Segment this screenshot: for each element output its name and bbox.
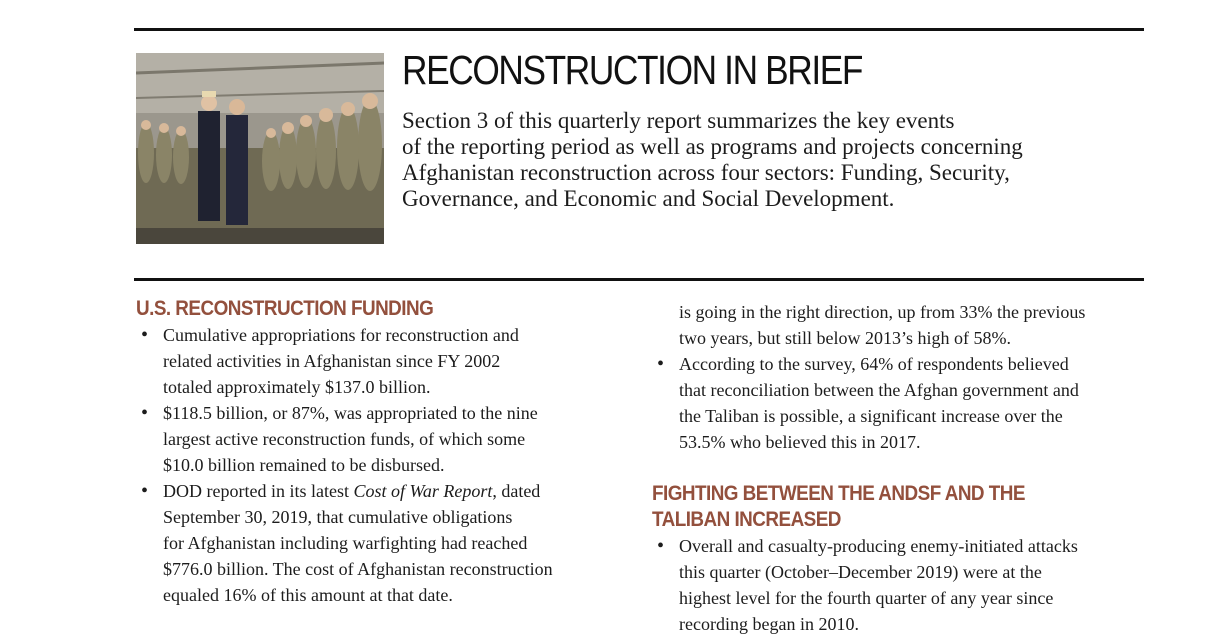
survey-bullets	[652, 351, 1152, 455]
bullet-line: highest level for the fourth quarter of any year since	[679, 588, 1054, 608]
bullet-line: this quarter (October–December 2019) were at the	[679, 562, 1042, 582]
list-item	[136, 478, 626, 608]
text-run: DOD reported in its latest	[163, 481, 354, 501]
list-item	[136, 400, 626, 478]
survey-continuation	[652, 299, 1152, 351]
bullet-line: for Afghanistan including warfighting had reached	[163, 533, 528, 553]
continuation-line: is going in the right direction, up from 33% the previous	[679, 302, 1086, 322]
bullet-line: • Overall and casualty-producing enemy-initiated attacks	[679, 536, 1078, 556]
bullet-line: $776.0 billion. The cost of Afghanistan reconstruction	[163, 559, 553, 579]
bullet-line: that reconciliation between the Afghan government and	[679, 380, 1079, 400]
section-rule	[134, 278, 1144, 281]
spacer	[652, 455, 1152, 481]
bullet-line: totaled approximately $137.0 billion.	[163, 377, 431, 397]
bullet-line: • According to the survey, 64% of respondents believed	[679, 354, 1069, 374]
bullet-line: recording began in 2010.	[679, 614, 859, 634]
continuation-line: two years, but still below 2013’s high of 58%.	[679, 328, 1011, 348]
list-item	[652, 533, 1152, 637]
bullet-line: the Taliban is possible, a significant increase over the	[679, 406, 1063, 426]
funding-heading	[136, 296, 577, 322]
funding-bullets	[136, 322, 626, 608]
bullet-line	[163, 478, 626, 504]
report-photo	[136, 53, 384, 244]
bullet-line: related activities in Afghanistan since FY 2002	[163, 351, 501, 371]
fighting-heading	[652, 481, 1102, 533]
bullet-line: • Cumulative appropriations for reconstruction and	[163, 325, 519, 345]
intro-line: Section 3 of this quarterly report summarizes the key events	[402, 108, 955, 133]
top-rule	[134, 28, 1144, 31]
list-item	[652, 351, 1152, 455]
bullet-line: $10.0 billion remained to be disbursed.	[163, 455, 445, 475]
heading-line: FIGHTING BETWEEN THE ANDSF AND THE	[652, 482, 1025, 505]
page-title: RECONSTRUCTION IN BRIEF	[402, 47, 863, 93]
bullet-line: September 30, 2019, that cumulative obligations	[163, 507, 513, 527]
intro-line: of the reporting period as well as programs and projects concerning	[402, 134, 1023, 159]
bullet-line: • $118.5 billion, or 87%, was appropriated to the nine	[163, 403, 538, 423]
photo-illustration	[136, 53, 384, 244]
funding-heading-text: U.S. RECONSTRUCTION FUNDING	[136, 297, 434, 320]
bullet-line: 53.5% who believed this in 2017.	[679, 432, 921, 452]
intro-line: Afghanistan reconstruction across four sectors: Funding, Security,	[402, 160, 1010, 185]
left-column	[136, 296, 626, 608]
text-run: , dated	[492, 481, 541, 501]
intro-paragraph	[402, 108, 1142, 212]
right-column	[652, 299, 1152, 637]
heading-line: TALIBAN INCREASED	[652, 508, 841, 531]
bullet-line: largest active reconstruction funds, of which some	[163, 429, 526, 449]
intro-line: Governance, and Economic and Social Development.	[402, 186, 895, 211]
report-title: Cost of War Report	[353, 481, 493, 501]
list-item	[136, 322, 626, 400]
fighting-bullets	[652, 533, 1152, 637]
bullet-line: equaled 16% of this amount at that date.	[163, 585, 453, 605]
